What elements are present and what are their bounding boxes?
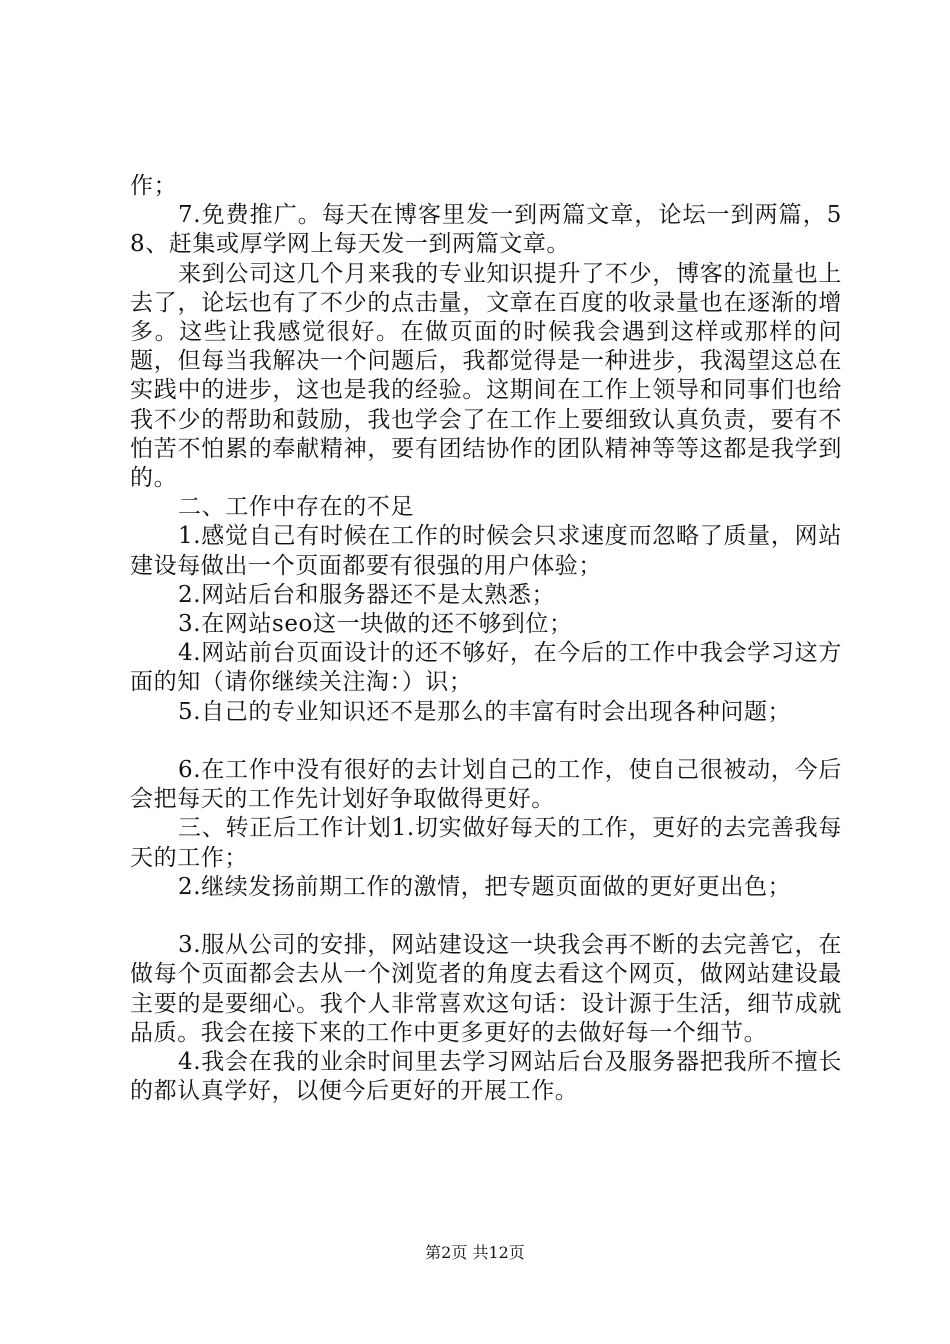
paragraph-shortcoming-4: 4.网站前台页面设计的还不够好，在今后的工作中我会学习这方面的知（请你继续关注淘：）识；: [130, 640, 842, 696]
paragraph-item-7-free-promotion: 7.免费推广。每天在博客里发一到两篇文章，论坛一到两篇，58、赶集或厚学网上每天发一到两篇文章。: [130, 202, 842, 258]
document-body: [130, 172, 842, 1106]
paragraph-experience-summary: 来到公司这几个月来我的专业知识提升了不少，博客的流量也上去了，论坛也有了不少的点击量，文章在百度的收录量也在逐渐的增多。这些让我感觉很好。在做页面的时候我会遇到这样或那样的问题，但每当我解决一个问题后，我都觉得是一种进步，我渴望这总在实践中的进步，这也是我的经验。这期间在工作上领导和同事们也给我不少的帮助和鼓励，我也学会了在工作上要细致认真负责，要有不怕苦不怕累的奉献精神，要有团结协作的团队精神等等这都是我学到的。: [130, 260, 842, 492]
paragraph-shortcoming-1: 1.感觉自己有时候在工作的时候会只求速度而忽略了质量，网站建设每做出一个页面都要有很强的用户体验；: [130, 523, 842, 579]
paragraph-shortcoming-6: 6.在工作中没有很好的去计划自己的工作，使自己很被动，今后会把每天的工作先计划好争取做得更好。: [130, 757, 842, 813]
paragraph-spacer: [130, 902, 842, 931]
paragraph-spacer: [130, 727, 842, 756]
paragraph-plan-4: 4.我会在我的业余时间里去学习网站后台及服务器把我所不擅长的都认真学好，以便今后更好的开展工作。: [130, 1049, 842, 1105]
paragraph-shortcoming-2: 2.网站后台和服务器还不是太熟悉；: [178, 581, 556, 608]
paragraph-shortcoming-5: 5.自己的专业知识还不是那么的丰富有时会出现各种问题；: [178, 698, 792, 725]
paragraph-shortcoming-3: 3.在网站seo这一块做的还不够到位；: [178, 611, 573, 638]
paragraph-continuation: 作；: [130, 173, 178, 199]
section-heading-shortcomings: 二、工作中存在的不足: [178, 494, 414, 521]
page-number-footer: 第2页 共12页: [425, 1243, 525, 1262]
paragraph-plan-3: 3.服从公司的安排，网站建设这一块我会再不断的去完善它，在做每个页面都会去从一个浏览者的角度去看这个网页，做网站建设最主要的是要细心。我个人非常喜欢这句话：设计源于生活，细节成就品质。我会在接下来的工作中更多更好的去做好每一个细节。: [130, 932, 842, 1046]
section-heading-work-plan: 三、转正后工作计划1.切实做好每天的工作，更好的去完善我每天的工作；: [130, 815, 842, 871]
paragraph-plan-2: 2.继续发扬前期工作的激情，把专题页面做的更好更出色；: [178, 873, 792, 900]
